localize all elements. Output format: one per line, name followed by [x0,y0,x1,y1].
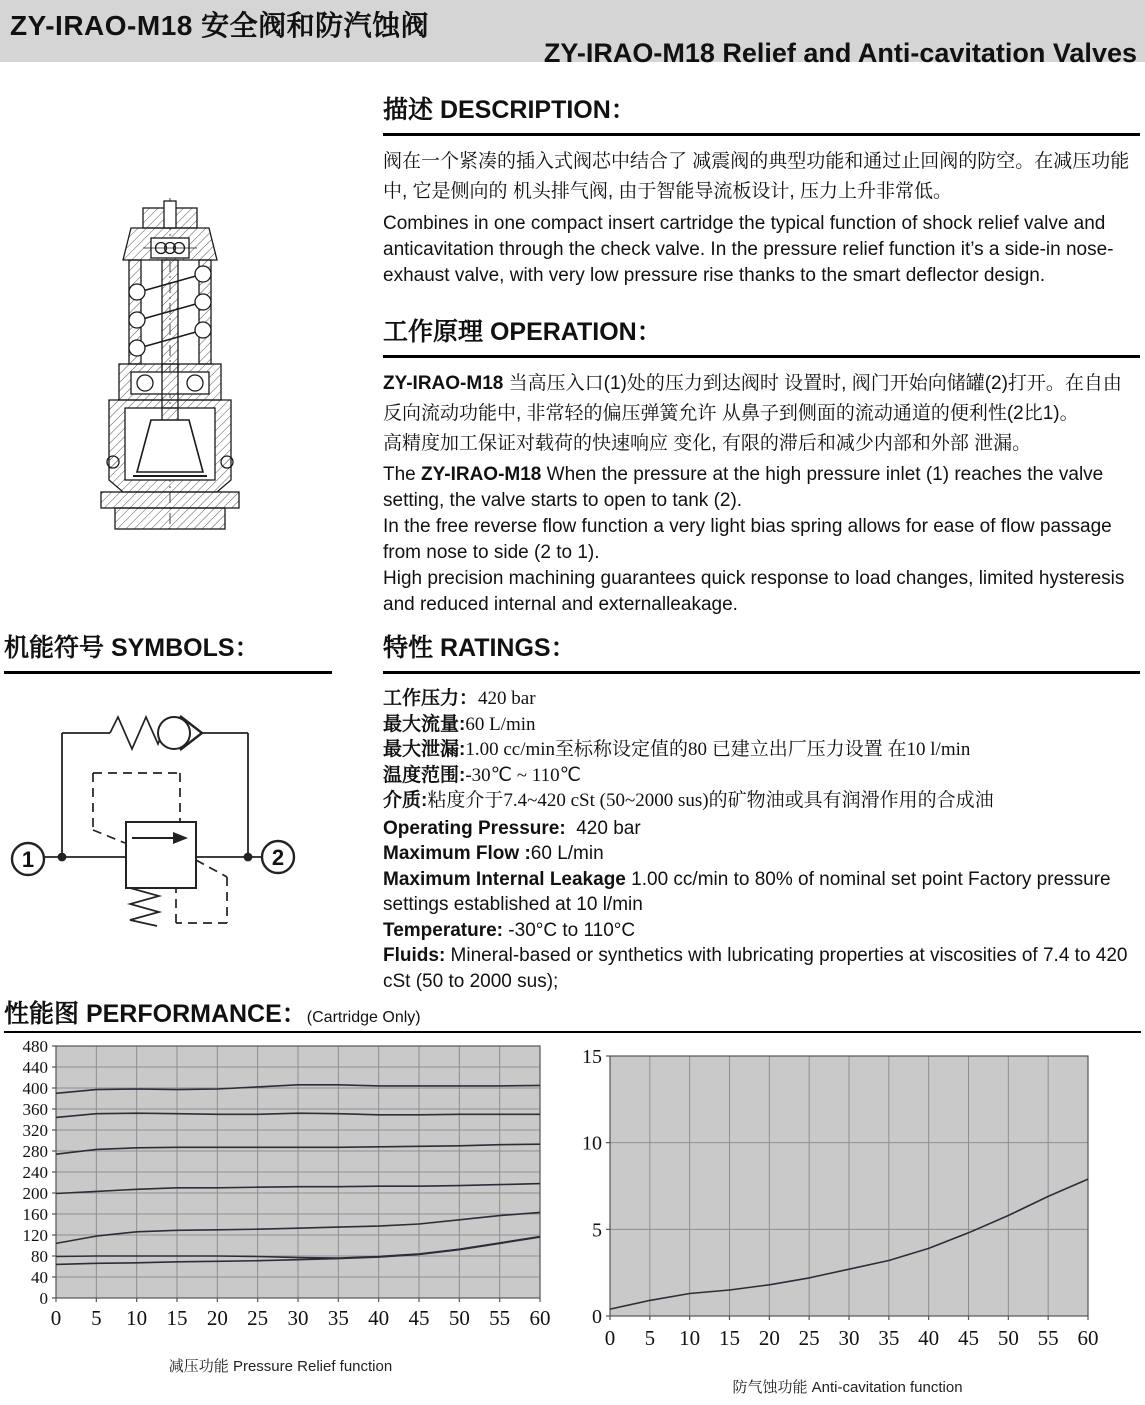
svg-text:50: 50 [997,1326,1019,1350]
svg-text:55: 55 [1037,1326,1059,1350]
svg-text:400: 400 [22,1078,48,1098]
description-heading: 描述 DESCRIPTION： [383,90,1140,136]
rating-line: 介质:粘度介于7.4~420 cSt (50~2000 sus)的矿物油或具有润滑作用的合成油 [383,790,994,811]
svg-text:200: 200 [22,1183,48,1203]
performance-subheading: (Cartridge Only) [306,1009,421,1026]
svg-text:20: 20 [758,1326,780,1350]
valve-cross-section-drawing [85,196,257,531]
svg-text:25: 25 [798,1326,820,1350]
svg-text:0: 0 [39,1288,48,1308]
rating-line: 工作压力：420 bar [383,688,536,709]
svg-text:25: 25 [247,1306,269,1330]
svg-text:35: 35 [327,1306,349,1330]
svg-text:15: 15 [166,1306,188,1330]
rating-line: Operating Pressure: 420 bar [383,817,641,839]
svg-text:5: 5 [644,1326,656,1350]
svg-text:0: 0 [50,1306,62,1330]
pressure-relief-chart [8,1040,553,1348]
rating-line: 最大流量:60 L/min [383,713,536,735]
svg-text:35: 35 [878,1326,900,1350]
rating-line: Fluids: Mineral-based or synthetics with lubricating properties at viscosities of 7.4 to 420 cSt (50 to 2000 sus); [383,945,1133,992]
right-chart-caption: 防气蚀功能 Anti-cavitation function [732,1379,963,1396]
svg-text:60: 60 [1077,1326,1099,1350]
operation-text-en: The ZY-IRAO-M18 When the pressure at the high pressure inlet (1) reaches the valve setting, the valve starts to open to tank (2). In the free reverse flow function a very light bias spring allows for ease of flow passage from nose to side (2 to 1). High precision machining guarantees quick response to load changes, limited hysteresis and reduced internal and externalleakage. [383,464,1125,615]
svg-text:40: 40 [918,1326,940,1350]
model-name-bold: ZY-IRAO-M18 [421,464,542,485]
description-text-cn: 阀在一个紧凑的插入式阀芯中结合了 减震阀的典型功能和通过止回阀的防空。在减压功能中, 它是侧向的 机头排气阀, 由于智能导流板设计, 压力上升非常低。 [383,151,1130,202]
svg-text:160: 160 [22,1204,48,1224]
page-title-cn: ZY-IRAO-M18 安全阀和防汽蚀阀 [10,10,430,41]
svg-text:10: 10 [582,1132,602,1155]
svg-text:120: 120 [22,1225,48,1245]
port-2-label: 2 [271,845,285,870]
svg-text:30: 30 [287,1306,309,1330]
svg-text:40: 40 [31,1267,48,1287]
anti-cavitation-chart [580,1046,1115,1358]
svg-text:55: 55 [489,1306,511,1330]
rating-line: Maximum Flow :60 L/min [383,843,604,864]
rating-line: 温度范围:-30℃ ~ 110℃ [383,764,581,786]
svg-text:0: 0 [592,1306,602,1328]
svg-text:5: 5 [592,1219,602,1242]
page-title-en: ZY-IRAO-M18 Relief and Anti-cavitation Valves [543,38,1137,68]
rating-line: Maximum Internal Leakage 1.00 cc/min to 80% of nominal set point Factory pressure settings established at 10 l/min [383,868,1116,915]
hydraulic-symbol-diagram [8,710,378,985]
svg-text:0: 0 [604,1326,616,1350]
ratings-cn-list [383,686,1140,814]
operation-heading: 工作原理 OPERATION： [383,312,1140,358]
svg-text:30: 30 [838,1326,860,1350]
rating-line: Temperature: -30°C to 110°C [383,919,636,941]
svg-text:440: 440 [22,1057,48,1077]
svg-text:80: 80 [31,1246,48,1266]
svg-text:10: 10 [126,1306,148,1330]
svg-text:40: 40 [368,1306,390,1330]
svg-text:45: 45 [958,1326,979,1350]
model-name-bold: ZY-IRAO-M18 [383,373,504,394]
svg-text:15: 15 [719,1326,740,1350]
description-text-en: Combines in one compact insert cartridge the typical function of shock relief valve and anticavitation through the check valve. In the pressure relief function it’s a side-in nose-exhaust valve, with very low pressure rise thanks to the smart deflector design. [383,213,1114,286]
svg-text:240: 240 [22,1162,48,1182]
svg-text:480: 480 [22,1040,48,1056]
svg-text:45: 45 [408,1306,430,1330]
port-1-label: 1 [21,847,35,872]
svg-text:60: 60 [529,1306,551,1330]
svg-text:15: 15 [582,1046,602,1068]
svg-text:20: 20 [206,1306,228,1330]
svg-text:320: 320 [22,1120,48,1140]
svg-text:360: 360 [22,1099,48,1119]
svg-text:10: 10 [679,1326,701,1350]
operation-text-cn: ZY-IRAO-M18 当高压入口(1)处的压力到达阀时 设置时, 阀门开始向储罐(2)打开。在自由反向流动功能中, 非常轻的偏压弹簧允许 从鼻子到侧面的流动通道的便利性(2比1)。 高精度加工保证对载荷的快速响应 变化, 有限的滞后和减少内部和外部 泄漏。 [383,373,1122,454]
ratings-heading: 特性 RATINGS： [383,628,1140,674]
symbols-heading: 机能符号 SYMBOLS： [4,628,332,674]
ratings-en-list [383,816,1140,995]
performance-rule [4,1031,1141,1033]
svg-text:50: 50 [448,1306,470,1330]
performance-heading: 性能图 PERFORMANCE：(Cartridge Only) [4,1000,421,1028]
svg-text:280: 280 [22,1141,48,1161]
svg-text:5: 5 [91,1306,102,1330]
rating-line: 最大泄漏:1.00 cc/min至标称设定值的80 已建立出厂压力设置 在10 l/min [383,739,971,760]
left-chart-caption: 减压功能 Pressure Relief function [168,1358,393,1375]
